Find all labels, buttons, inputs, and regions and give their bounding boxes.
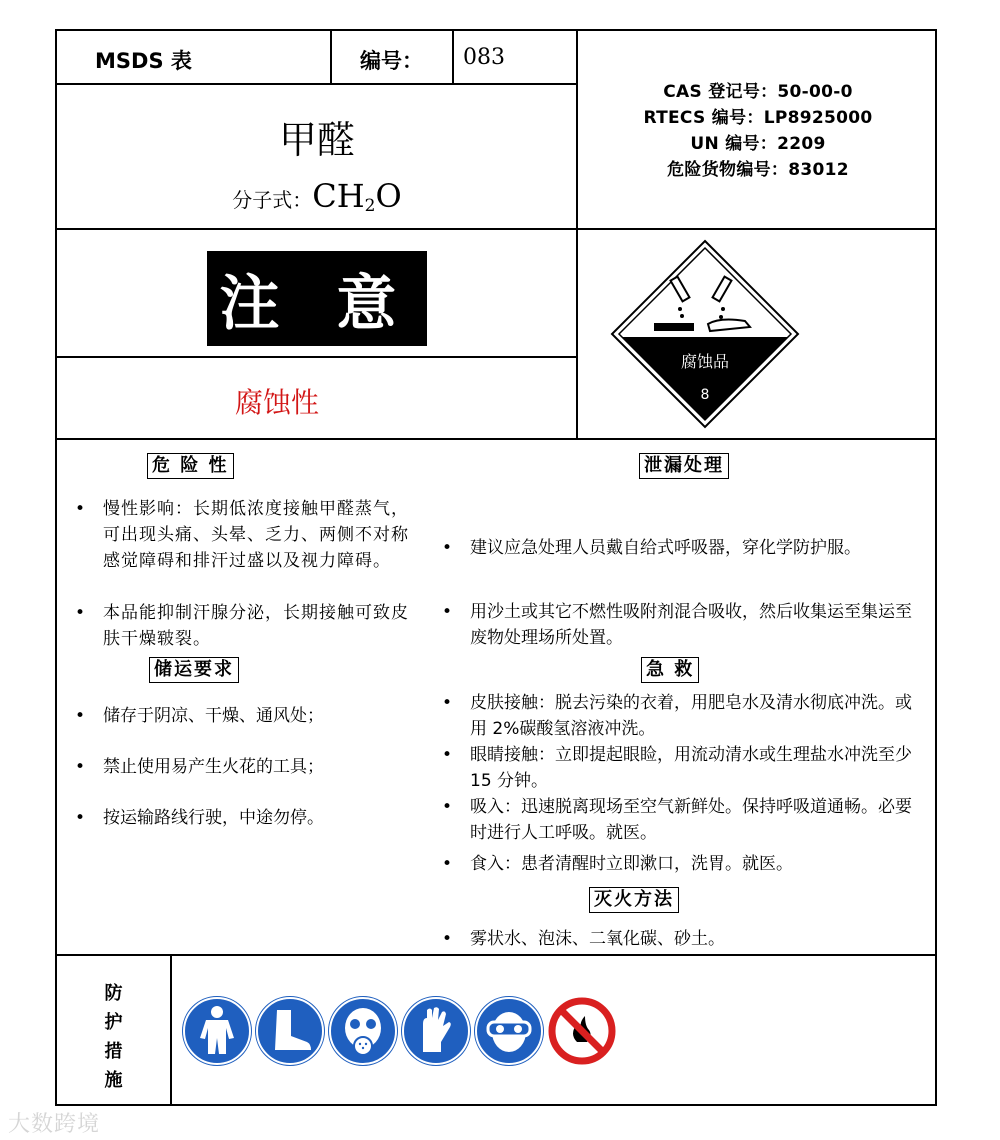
divider — [57, 356, 577, 358]
gas-mask-icon — [328, 996, 398, 1066]
list-item: • 建议应急处理人员戴自给式呼吸器，穿化学防护服。 — [442, 538, 861, 558]
list-item: • 食入：患者清醒时立即漱口，洗胃。就医。 — [442, 854, 793, 874]
section-title-hazards: 危 险 性 — [147, 453, 234, 479]
section-title-leak: 泄漏处理 — [639, 453, 729, 479]
list-item: • 按运输路线行驶，中途勿停。 — [75, 808, 324, 828]
msds-sheet — [55, 29, 937, 1106]
divider — [170, 954, 172, 1106]
pictogram-class: 8 — [700, 387, 710, 403]
list-item: • 皮肤接触：脱去污染的衣着，用肥皂水及清水彻底冲洗。或用 2%碳酸氢溶液冲洗。 — [442, 693, 912, 739]
list-item: • 慢性影响：长期低浓度接触甲醛蒸气，可出现头痛、头晕、乏力、两侧不对称感觉障碍和排汗过盛以及视力障碍。 — [75, 499, 409, 571]
divider — [330, 31, 332, 83]
protective-gloves-icon — [401, 996, 471, 1066]
divider — [57, 228, 937, 230]
protection-label: 防 护 措 施 — [104, 983, 123, 1091]
formula-row — [57, 177, 577, 216]
dangerous-goods-number: 危险货物编号：83012 — [667, 160, 849, 180]
watermark: 大数跨境 — [8, 1112, 101, 1137]
divider — [57, 954, 937, 956]
corrosive-diamond-icon — [610, 239, 800, 433]
chemical-name: 甲醛 — [278, 118, 355, 162]
pictogram-label: 腐蚀品 — [680, 352, 729, 371]
number-value: 083 — [463, 45, 505, 70]
divider — [57, 438, 937, 440]
number-label: 编号： — [360, 49, 423, 73]
list-item: • 储存于阴凉、干燥、通风处； — [75, 706, 324, 726]
section-title-storage: 储运要求 — [149, 657, 239, 683]
list-item: • 本品能抑制汗腺分泌，长期接触可致皮肤干燥皲裂。 — [75, 603, 409, 649]
molecular-formula: $CH_2O$ — [312, 177, 402, 216]
divider — [576, 31, 578, 439]
hazard-type: 腐蚀性 — [234, 386, 319, 419]
divider — [452, 31, 454, 83]
formula-label: 分子式： — [232, 188, 313, 212]
safety-goggles-icon — [474, 996, 544, 1066]
list-item: • 禁止使用易产生火花的工具； — [75, 757, 324, 777]
section-title-first-aid: 急 救 — [641, 657, 699, 683]
protective-suit-icon — [182, 996, 252, 1066]
un-number: UN 编号：2209 — [690, 134, 826, 154]
identifiers-block — [579, 79, 937, 183]
list-item: • 吸入：迅速脱离现场至空气新鲜处。保持呼吸道通畅。必要时进行人工呼吸。就医。 — [442, 797, 912, 843]
list-item: • 眼睛接触：立即提起眼睑，用流动清水或生理盐水冲洗至少 15 分钟。 — [442, 745, 912, 791]
signal-word-box: 注 意 — [207, 251, 427, 346]
rtecs-number: RTECS 编号：LP8925000 — [643, 108, 873, 128]
list-item: • 用沙土或其它不燃性吸附剂混合吸收，然后收集运至集运至废物处理场所处置。 — [442, 602, 912, 648]
cas-number: CAS 登记号：50-00-0 — [663, 82, 853, 102]
no-open-flame-icon — [547, 996, 617, 1066]
section-title-fire: 灭火方法 — [589, 887, 679, 913]
divider — [57, 83, 577, 85]
safety-boots-icon — [255, 996, 325, 1066]
table-label: MSDS 表 — [95, 49, 192, 73]
list-item: • 雾状水、泡沫、二氧化碳、砂土。 — [442, 929, 725, 949]
